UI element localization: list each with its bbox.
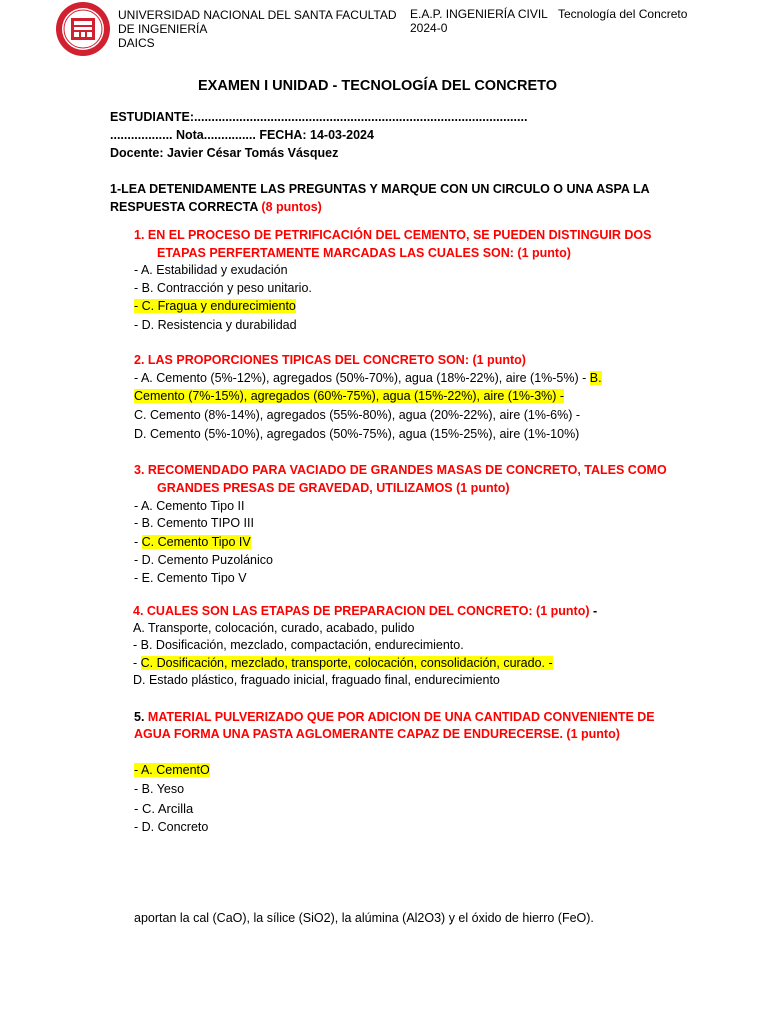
- q3-option-b: - B. Cemento TIPO III: [134, 516, 254, 530]
- q4-option-b: - B. Dosificación, mezclado, compactación, endurecimiento.: [133, 638, 464, 652]
- instructions-line1: 1-LEA DETENIDAMENTE LAS PREGUNTAS Y MARQUE CON UN CIRCULO O UNA ASPA LA: [110, 182, 650, 196]
- instructions-line2: [110, 200, 322, 214]
- q4-line1: [133, 604, 597, 618]
- q2-option-c: C. Cemento (8%-14%), agregados (55%-80%), agua (20%-22%), aire (1%-6%) -: [134, 408, 581, 422]
- academic-term: 2024-0: [410, 21, 448, 35]
- q1-line2: ETAPAS PERFERTAMENTE MARCADAS LAS CUALES SON: (1 punto): [157, 246, 571, 260]
- q4-question: 4. CUALES SON LAS ETAPAS DE PREPARACION DEL CONCRETO: (1 punto): [133, 604, 593, 618]
- course-name: Tecnología del Concreto: [558, 7, 688, 21]
- university-name-line2: DE INGENIERÍA: [118, 22, 208, 36]
- q1-option-b: - B. Contracción y peso unitario.: [134, 281, 312, 295]
- q4-option-d: D. Estado plástico, fraguado inicial, fraguado final, endurecimiento: [133, 673, 500, 687]
- q2-option-b-start: B.: [589, 371, 602, 385]
- q2-line1: 2. LAS PROPORCIONES TIPICAS DEL CONCRETO SON: (1 punto): [134, 353, 526, 367]
- nota-date-line: .................. Nota............... FECHA: 14-03-2024: [110, 128, 374, 142]
- q1-option-a: - A. Estabilidad y exudación: [134, 263, 288, 277]
- instructions-text: RESPUESTA CORRECTA: [110, 200, 262, 214]
- q3-option-e: - E. Cemento Tipo V: [134, 571, 247, 585]
- q5-line1: [134, 710, 655, 724]
- q1-option-c-correct: - C. Fragua y endurecimiento: [134, 299, 296, 313]
- university-name-line3: DAICS: [118, 36, 155, 50]
- q2-option-b-correct: Cemento (7%-15%), agregados (60%-75%), agua (15%-22%), aire (1%-3%) -: [134, 389, 565, 403]
- q2-option-d: D. Cemento (5%-10%), agregados (50%-75%), agua (15%-25%), aire (1%-10%): [134, 427, 580, 441]
- q3-option-c-correct: C. Cemento Tipo IV: [141, 535, 251, 549]
- q5-question: MATERIAL PULVERIZADO QUE POR ADICION DE UNA CANTIDAD CONVENIENTE DE: [147, 710, 655, 724]
- q4-option-c-line: [133, 656, 553, 670]
- footer-text: aportan la cal (CaO), la sílice (SiO2), la alúmina (Al2O3) y el óxido de hierro (FeO).: [134, 911, 594, 925]
- q5-option-a-correct: - A. CementO: [134, 763, 210, 777]
- q3-line2: GRANDES PRESAS DE GRAVEDAD, UTILIZAMOS (1 punto): [157, 481, 510, 495]
- q3-option-c-prefix: -: [134, 535, 142, 549]
- instructions-points: (8 puntos): [261, 200, 322, 214]
- teacher-line: Docente: Javier César Tomás Vásquez: [110, 146, 339, 160]
- q2-option-a-line: [134, 371, 602, 385]
- q4-option-c-prefix: -: [133, 656, 141, 670]
- exam-title: EXAMEN I UNIDAD - TECNOLOGÍA DEL CONCRETO: [198, 78, 558, 94]
- q3-option-d: - D. Cemento Puzolánico: [134, 553, 273, 567]
- q1-line1: 1. EN EL PROCESO DE PETRIFICACIÓN DEL CEMENTO, SE PUEDEN DISTINGUIR DOS: [134, 228, 652, 242]
- q5-option-c: - C. Arcilla: [134, 801, 194, 816]
- q5-number: 5.: [134, 710, 148, 724]
- q4-line1-suffix: -: [592, 604, 598, 618]
- school-name: E.A.P. INGENIERÍA CIVIL: [410, 7, 548, 21]
- q5-line2: AGUA FORMA UNA PASTA AGLOMERANTE CAPAZ DE ENDURECERSE. (1 punto): [134, 727, 620, 741]
- q5-option-d: - D. Concreto: [134, 820, 209, 834]
- q4-option-a: A. Transporte, colocación, curado, acabado, pulido: [133, 621, 415, 635]
- q3-option-c-line: [134, 535, 251, 549]
- q3-line1: 3. RECOMENDADO PARA VACIADO DE GRANDES MASAS DE CONCRETO, TALES COMO: [134, 463, 667, 477]
- q1-option-d: - D. Resistencia y durabilidad: [134, 318, 297, 332]
- university-seal-logo: [55, 0, 111, 58]
- q2-option-a: - A. Cemento (5%-12%), agregados (50%-70%), agua (18%-22%), aire (1%-5%) -: [134, 371, 590, 385]
- q5-option-b: - B. Yeso: [134, 782, 185, 796]
- q4-option-c-correct: C. Dosificación, mezclado, transporte, colocación, consolidación, curado. -: [140, 656, 553, 670]
- student-line: ESTUDIANTE:................................................................................................: [110, 110, 528, 124]
- university-name-line1: UNIVERSIDAD NACIONAL DEL SANTA FACULTAD: [118, 8, 397, 22]
- q3-option-a: - A. Cemento Tipo II: [134, 499, 245, 513]
